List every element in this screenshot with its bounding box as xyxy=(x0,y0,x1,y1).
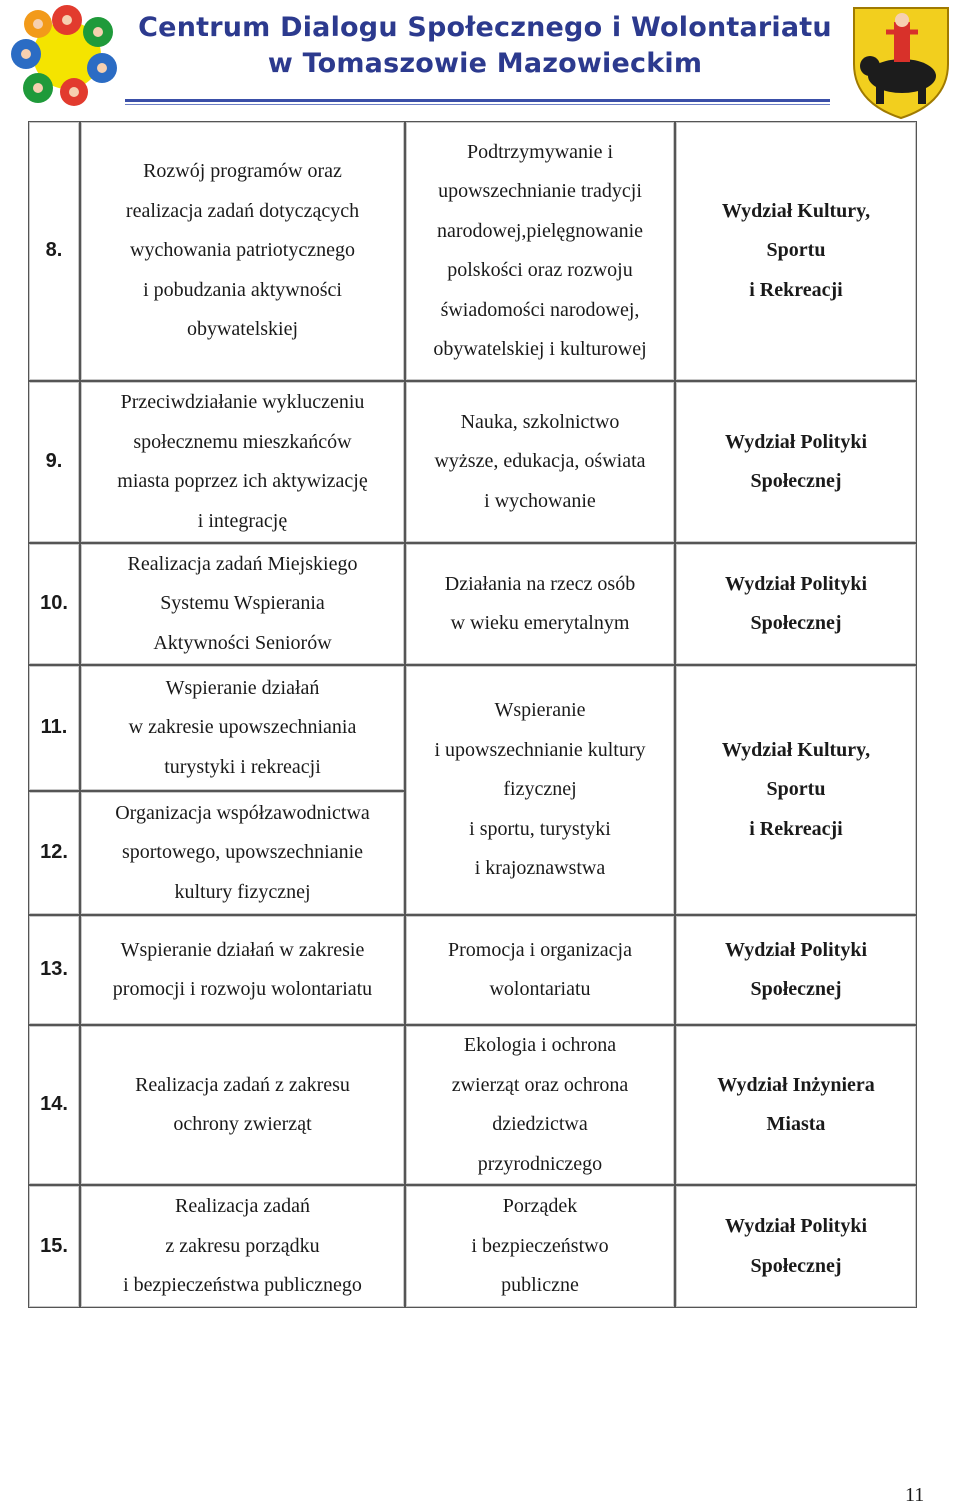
table-row xyxy=(28,121,917,381)
task-name: Organizacja współzawodnictwa sportowego, upowszechnianie kultury fizycznej xyxy=(80,791,405,915)
table-row xyxy=(28,915,917,1025)
header-rule-thin xyxy=(125,104,830,105)
task-name: Rozwój programów oraz realizacja zadań dotyczących wychowania patriotycznego i pobudzania aktywności obywatelskiej xyxy=(80,121,405,381)
row-number: 14. xyxy=(28,1025,80,1185)
table-row xyxy=(28,1185,917,1308)
row-number: 11. xyxy=(28,665,80,791)
task-name: Realizacja zadań z zakresu porządku i bezpieczeństwa publicznego xyxy=(80,1185,405,1308)
department: Wydział Polityki Społecznej xyxy=(675,543,917,665)
row-number: 8. xyxy=(28,121,80,381)
task-name: Wspieranie działań w zakresie promocji i rozwoju wolontariatu xyxy=(80,915,405,1025)
volunteer-center-logo xyxy=(4,2,130,108)
table-row xyxy=(28,381,917,543)
header-rule xyxy=(125,99,830,102)
title-line-1: Centrum Dialogu Społecznego i Wolontariatu xyxy=(138,12,832,43)
task-area: Promocja i organizacja wolontariatu xyxy=(405,915,675,1025)
task-name: Przeciwdziałanie wykluczeniu społecznemu mieszkańców miasta poprzez ich aktywizację i integrację xyxy=(80,381,405,543)
task-area: Ekologia i ochrona zwierząt oraz ochrona dziedzictwa przyrodniczego xyxy=(405,1025,675,1185)
row-number: 9. xyxy=(28,381,80,543)
department: Wydział Polityki Społecznej xyxy=(675,381,917,543)
task-name: Realizacja zadań Miejskiego Systemu Wspierania Aktywności Seniorów xyxy=(80,543,405,665)
row-number: 10. xyxy=(28,543,80,665)
page-number: 11 xyxy=(905,1484,925,1506)
table-row xyxy=(28,665,917,791)
city-coat-of-arms-icon xyxy=(846,2,956,120)
institution-title xyxy=(135,10,835,82)
task-area: Nauka, szkolnictwo wyższe, edukacja, oświata i wychowanie xyxy=(405,381,675,543)
department: Wydział Kultury, Sportu i Rekreacji xyxy=(675,121,917,381)
department: Wydział Polityki Społecznej xyxy=(675,1185,917,1308)
row-number: 12. xyxy=(28,791,80,915)
table-row xyxy=(28,1025,917,1185)
task-area: Działania na rzecz osób w wieku emerytalnym xyxy=(405,543,675,665)
row-number: 15. xyxy=(28,1185,80,1308)
task-name: Wspieranie działań w zakresie upowszechniania turystyki i rekreacji xyxy=(80,665,405,791)
row-number: 13. xyxy=(28,915,80,1025)
department: Wydział Kultury, Sportu i Rekreacji xyxy=(675,665,917,915)
task-name: Realizacja zadań z zakresu ochrony zwierząt xyxy=(80,1025,405,1185)
task-area: Podtrzymywanie i upowszechnianie tradycji narodowej,pielęgnowanie polskości oraz rozwoju świadomości narodowej, obywatelskiej i kulturowej xyxy=(405,121,675,381)
department: Wydział Polityki Społecznej xyxy=(675,915,917,1025)
page-header xyxy=(0,0,960,120)
title-line-2: w Tomaszowie Mazowieckim xyxy=(267,48,703,79)
tasks-table xyxy=(28,121,917,1308)
task-area: Porządek i bezpieczeństwo publiczne xyxy=(405,1185,675,1308)
task-area: Wspieranie i upowszechnianie kultury fizycznej i sportu, turystyki i krajoznawstwa xyxy=(405,665,675,915)
department: Wydział Inżyniera Miasta xyxy=(675,1025,917,1185)
table-row xyxy=(28,543,917,665)
